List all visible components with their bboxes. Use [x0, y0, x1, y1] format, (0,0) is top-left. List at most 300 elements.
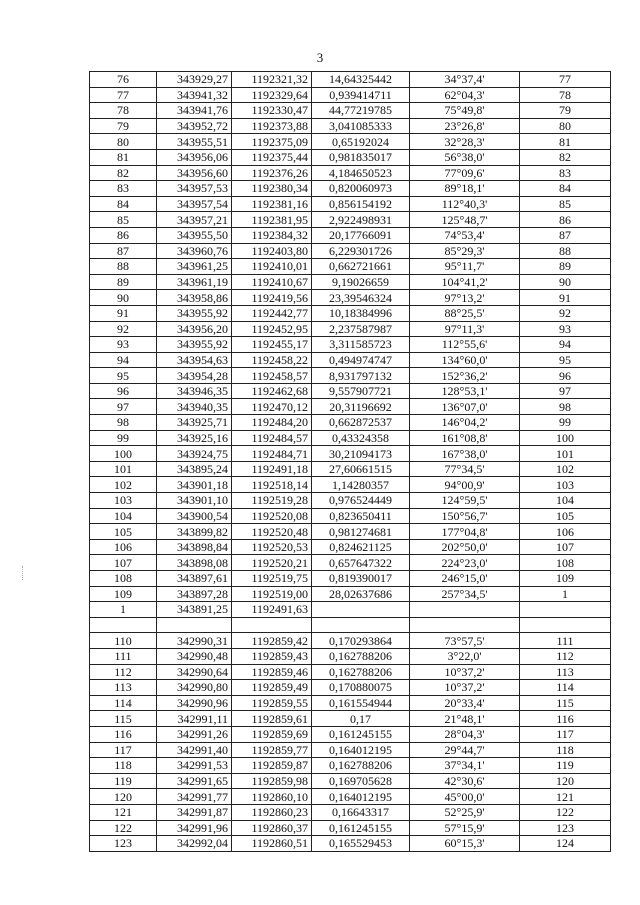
point-number-cell: 98 — [90, 415, 157, 431]
direction-angle-cell: 34°37,4' — [410, 72, 520, 88]
length-cell: 2,237587987 — [312, 321, 410, 337]
table-row — [90, 711, 611, 727]
length-cell: 0,16643317 — [312, 804, 410, 820]
y-coordinate-cell: 1192859,55 — [232, 695, 312, 711]
table-row — [90, 352, 611, 368]
length-cell — [312, 617, 410, 633]
x-coordinate-cell: 342991,65 — [157, 773, 232, 789]
direction-angle-cell: 89°18,1' — [410, 181, 520, 197]
length-cell: 0,161554944 — [312, 695, 410, 711]
length-cell — [312, 602, 410, 618]
point-number-cell: 88 — [90, 259, 157, 275]
next-point-cell: 90 — [520, 274, 611, 290]
table-row — [90, 274, 611, 290]
point-number-cell: 95 — [90, 368, 157, 384]
y-coordinate-cell: 1192859,49 — [232, 680, 312, 696]
next-point-cell: 104 — [520, 493, 611, 509]
next-point-cell: 92 — [520, 305, 611, 321]
point-number-cell: 90 — [90, 290, 157, 306]
direction-angle-cell: 136°07,0' — [410, 399, 520, 415]
next-point-cell: 91 — [520, 290, 611, 306]
point-number-cell: 80 — [90, 134, 157, 150]
point-number-cell: 93 — [90, 337, 157, 353]
x-coordinate-cell: 343955,92 — [157, 305, 232, 321]
x-coordinate-cell: 343956,20 — [157, 321, 232, 337]
point-number-cell: 87 — [90, 243, 157, 259]
next-point-cell: 116 — [520, 711, 611, 727]
x-coordinate-cell: 342991,11 — [157, 711, 232, 727]
table-row — [90, 227, 611, 243]
direction-angle-cell: 152°36,2' — [410, 368, 520, 384]
y-coordinate-cell: 1192519,28 — [232, 493, 312, 509]
length-cell: 30,21094173 — [312, 446, 410, 462]
point-number-cell: 122 — [90, 820, 157, 836]
table-row — [90, 321, 611, 337]
x-coordinate-cell: 343898,84 — [157, 539, 232, 555]
y-coordinate-cell: 1192520,21 — [232, 555, 312, 571]
table-row — [90, 804, 611, 820]
length-cell: 0,164012195 — [312, 742, 410, 758]
table-row — [90, 648, 611, 664]
y-coordinate-cell: 1192859,43 — [232, 648, 312, 664]
direction-angle-cell: 224°23,0' — [410, 555, 520, 571]
table-row — [90, 87, 611, 103]
direction-angle-cell: 21°48,1' — [410, 711, 520, 727]
y-coordinate-cell: 1192330,47 — [232, 103, 312, 119]
direction-angle-cell: 77°09,6' — [410, 165, 520, 181]
direction-angle-cell: 246°15,0' — [410, 571, 520, 587]
point-number-cell — [90, 617, 157, 633]
x-coordinate-cell: 343955,92 — [157, 337, 232, 353]
next-point-cell: 103 — [520, 477, 611, 493]
point-number-cell: 79 — [90, 118, 157, 134]
direction-angle-cell: 167°38,0' — [410, 446, 520, 462]
point-number-cell: 104 — [90, 508, 157, 524]
x-coordinate-cell: 342990,96 — [157, 695, 232, 711]
direction-angle-cell: 42°30,6' — [410, 773, 520, 789]
table-row — [90, 633, 611, 649]
x-coordinate-cell: 343957,21 — [157, 212, 232, 228]
next-point-cell: 123 — [520, 820, 611, 836]
length-cell: 28,02637686 — [312, 586, 410, 602]
y-coordinate-cell: 1192859,98 — [232, 773, 312, 789]
next-point-cell: 95 — [520, 352, 611, 368]
x-coordinate-cell: 342990,80 — [157, 680, 232, 696]
next-point-cell: 113 — [520, 664, 611, 680]
x-coordinate-cell: 343956,60 — [157, 165, 232, 181]
direction-angle-cell — [410, 617, 520, 633]
x-coordinate-cell: 342991,40 — [157, 742, 232, 758]
direction-angle-cell: 3°22,0' — [410, 648, 520, 664]
x-coordinate-cell: 342991,53 — [157, 758, 232, 774]
next-point-cell: 114 — [520, 680, 611, 696]
next-point-cell: 96 — [520, 368, 611, 384]
point-number-cell: 101 — [90, 461, 157, 477]
y-coordinate-cell: 1192373,88 — [232, 118, 312, 134]
next-point-cell: 1 — [520, 586, 611, 602]
y-coordinate-cell: 1192519,00 — [232, 586, 312, 602]
table-row — [90, 789, 611, 805]
length-cell: 0,162788206 — [312, 664, 410, 680]
y-coordinate-cell: 1192491,63 — [232, 602, 312, 618]
point-number-cell: 85 — [90, 212, 157, 228]
table-row — [90, 742, 611, 758]
length-cell: 0,170293864 — [312, 633, 410, 649]
length-cell: 0,17 — [312, 711, 410, 727]
length-cell: 0,823650411 — [312, 508, 410, 524]
x-coordinate-cell: 343952,72 — [157, 118, 232, 134]
table-row — [90, 820, 611, 836]
direction-angle-cell: 146°04,2' — [410, 415, 520, 431]
table-row — [90, 461, 611, 477]
x-coordinate-cell: 343958,86 — [157, 290, 232, 306]
y-coordinate-cell: 1192458,22 — [232, 352, 312, 368]
length-cell: 20,31196692 — [312, 399, 410, 415]
length-cell: 0,976524449 — [312, 493, 410, 509]
table-row — [90, 212, 611, 228]
direction-angle-cell: 20°33,4' — [410, 695, 520, 711]
x-coordinate-cell: 343898,08 — [157, 555, 232, 571]
point-number-cell: 78 — [90, 103, 157, 119]
point-number-cell: 97 — [90, 399, 157, 415]
x-coordinate-cell: 343925,71 — [157, 415, 232, 431]
x-coordinate-cell: 343901,18 — [157, 477, 232, 493]
direction-angle-cell: 104°41,2' — [410, 274, 520, 290]
x-coordinate-cell: 343897,61 — [157, 571, 232, 587]
point-number-cell: 92 — [90, 321, 157, 337]
length-cell: 0,824621125 — [312, 539, 410, 555]
point-number-cell: 121 — [90, 804, 157, 820]
point-number-cell: 116 — [90, 726, 157, 742]
length-cell: 0,161245155 — [312, 820, 410, 836]
table-row — [90, 508, 611, 524]
table-row — [90, 524, 611, 540]
next-point-cell: 78 — [520, 87, 611, 103]
length-cell: 0,43324358 — [312, 430, 410, 446]
y-coordinate-cell: 1192381,16 — [232, 196, 312, 212]
coordinates-table — [89, 71, 611, 852]
direction-angle-cell: 161°08,8' — [410, 430, 520, 446]
point-number-cell: 94 — [90, 352, 157, 368]
y-coordinate-cell: 1192384,32 — [232, 227, 312, 243]
point-number-cell: 76 — [90, 72, 157, 88]
x-coordinate-cell: 343961,25 — [157, 259, 232, 275]
length-cell: 0,169705628 — [312, 773, 410, 789]
x-coordinate-cell: 343956,06 — [157, 149, 232, 165]
next-point-cell: 107 — [520, 539, 611, 555]
next-point-cell: 87 — [520, 227, 611, 243]
point-number-cell: 112 — [90, 664, 157, 680]
margin-mark — [22, 566, 28, 580]
x-coordinate-cell: 343940,35 — [157, 399, 232, 415]
table-row — [90, 165, 611, 181]
direction-angle-cell: 57°15,9' — [410, 820, 520, 836]
x-coordinate-cell: 343955,50 — [157, 227, 232, 243]
table-row — [90, 149, 611, 165]
y-coordinate-cell: 1192470,12 — [232, 399, 312, 415]
length-cell: 0,662872537 — [312, 415, 410, 431]
point-number-cell: 107 — [90, 555, 157, 571]
table-row — [90, 586, 611, 602]
point-number-cell: 86 — [90, 227, 157, 243]
x-coordinate-cell: 343901,10 — [157, 493, 232, 509]
x-coordinate-cell: 343897,28 — [157, 586, 232, 602]
table-row — [90, 103, 611, 119]
table-row — [90, 196, 611, 212]
y-coordinate-cell: 1192860,10 — [232, 789, 312, 805]
point-number-cell: 102 — [90, 477, 157, 493]
direction-angle-cell — [410, 602, 520, 618]
point-number-cell: 89 — [90, 274, 157, 290]
length-cell: 23,39546324 — [312, 290, 410, 306]
y-coordinate-cell: 1192462,68 — [232, 383, 312, 399]
next-point-cell: 108 — [520, 555, 611, 571]
x-coordinate-cell: 343954,28 — [157, 368, 232, 384]
point-number-cell: 103 — [90, 493, 157, 509]
table-row — [90, 243, 611, 259]
point-number-cell: 77 — [90, 87, 157, 103]
y-coordinate-cell: 1192520,08 — [232, 508, 312, 524]
direction-angle-cell: 257°34,5' — [410, 586, 520, 602]
next-point-cell: 112 — [520, 648, 611, 664]
table-row — [90, 571, 611, 587]
point-number-cell: 111 — [90, 648, 157, 664]
x-coordinate-cell: 343899,82 — [157, 524, 232, 540]
point-number-cell: 123 — [90, 836, 157, 852]
y-coordinate-cell: 1192410,01 — [232, 259, 312, 275]
direction-angle-cell: 56°38,0' — [410, 149, 520, 165]
direction-angle-cell: 75°49,8' — [410, 103, 520, 119]
y-coordinate-cell: 1192518,14 — [232, 477, 312, 493]
x-coordinate-cell: 343957,54 — [157, 196, 232, 212]
x-coordinate-cell: 342991,26 — [157, 726, 232, 742]
point-number-cell: 91 — [90, 305, 157, 321]
x-coordinate-cell: 342990,31 — [157, 633, 232, 649]
direction-angle-cell: 60°15,3' — [410, 836, 520, 852]
x-coordinate-cell: 342990,48 — [157, 648, 232, 664]
y-coordinate-cell: 1192380,34 — [232, 181, 312, 197]
next-point-cell: 80 — [520, 118, 611, 134]
next-point-cell: 109 — [520, 571, 611, 587]
length-cell: 2,922498931 — [312, 212, 410, 228]
table-row — [90, 368, 611, 384]
direction-angle-cell: 177°04,8' — [410, 524, 520, 540]
length-cell: 0,170880075 — [312, 680, 410, 696]
table-row — [90, 758, 611, 774]
point-number-cell: 114 — [90, 695, 157, 711]
x-coordinate-cell: 343946,35 — [157, 383, 232, 399]
direction-angle-cell: 45°00,0' — [410, 789, 520, 805]
length-cell: 0,494974747 — [312, 352, 410, 368]
table-row — [90, 134, 611, 150]
y-coordinate-cell: 1192403,80 — [232, 243, 312, 259]
table-row — [90, 181, 611, 197]
direction-angle-cell: 74°53,4' — [410, 227, 520, 243]
y-coordinate-cell: 1192491,18 — [232, 461, 312, 477]
next-point-cell: 106 — [520, 524, 611, 540]
table-row — [90, 259, 611, 275]
x-coordinate-cell: 343929,27 — [157, 72, 232, 88]
x-coordinate-cell: 343941,76 — [157, 103, 232, 119]
x-coordinate-cell: 343891,25 — [157, 602, 232, 618]
y-coordinate-cell: 1192859,42 — [232, 633, 312, 649]
direction-angle-cell: 52°25,9' — [410, 804, 520, 820]
y-coordinate-cell: 1192329,64 — [232, 87, 312, 103]
direction-angle-cell: 62°04,3' — [410, 87, 520, 103]
direction-angle-cell: 97°11,3' — [410, 321, 520, 337]
next-point-cell: 124 — [520, 836, 611, 852]
length-cell: 6,229301726 — [312, 243, 410, 259]
x-coordinate-cell: 342990,64 — [157, 664, 232, 680]
next-point-cell: 86 — [520, 212, 611, 228]
next-point-cell: 84 — [520, 181, 611, 197]
next-point-cell: 93 — [520, 321, 611, 337]
length-cell: 0,161245155 — [312, 726, 410, 742]
next-point-cell: 99 — [520, 415, 611, 431]
table-row — [90, 446, 611, 462]
y-coordinate-cell: 1192520,48 — [232, 524, 312, 540]
y-coordinate-cell: 1192376,26 — [232, 165, 312, 181]
next-point-cell: 115 — [520, 695, 611, 711]
point-number-cell: 115 — [90, 711, 157, 727]
table-row — [90, 399, 611, 415]
point-number-cell: 84 — [90, 196, 157, 212]
length-cell: 9,557907721 — [312, 383, 410, 399]
next-point-cell: 85 — [520, 196, 611, 212]
direction-angle-cell: 10°37,2' — [410, 664, 520, 680]
point-number-cell: 81 — [90, 149, 157, 165]
length-cell: 0,162788206 — [312, 758, 410, 774]
length-cell: 0,819390017 — [312, 571, 410, 587]
x-coordinate-cell: 342991,77 — [157, 789, 232, 805]
next-point-cell: 101 — [520, 446, 611, 462]
length-cell: 0,662721661 — [312, 259, 410, 275]
y-coordinate-cell: 1192321,32 — [232, 72, 312, 88]
next-point-cell: 77 — [520, 72, 611, 88]
direction-angle-cell: 97°13,2' — [410, 290, 520, 306]
direction-angle-cell: 112°55,6' — [410, 337, 520, 353]
next-point-cell: 105 — [520, 508, 611, 524]
direction-angle-cell: 128°53,1' — [410, 383, 520, 399]
table-row — [90, 555, 611, 571]
x-coordinate-cell: 343955,51 — [157, 134, 232, 150]
x-coordinate-cell: 343961,19 — [157, 274, 232, 290]
y-coordinate-cell: 1192375,44 — [232, 149, 312, 165]
point-number-cell: 120 — [90, 789, 157, 805]
table-row — [90, 695, 611, 711]
next-point-cell: 102 — [520, 461, 611, 477]
y-coordinate-cell: 1192410,67 — [232, 274, 312, 290]
next-point-cell: 111 — [520, 633, 611, 649]
next-point-cell: 83 — [520, 165, 611, 181]
length-cell: 0,939414711 — [312, 87, 410, 103]
direction-angle-cell: 32°28,3' — [410, 134, 520, 150]
direction-angle-cell: 112°40,3' — [410, 196, 520, 212]
point-number-cell: 113 — [90, 680, 157, 696]
y-coordinate-cell: 1192419,56 — [232, 290, 312, 306]
length-cell: 0,65192024 — [312, 134, 410, 150]
next-point-cell: 88 — [520, 243, 611, 259]
next-point-cell: 100 — [520, 430, 611, 446]
direction-angle-cell: 28°04,3' — [410, 726, 520, 742]
next-point-cell: 81 — [520, 134, 611, 150]
table-row — [90, 477, 611, 493]
y-coordinate-cell: 1192860,23 — [232, 804, 312, 820]
y-coordinate-cell: 1192859,77 — [232, 742, 312, 758]
y-coordinate-cell — [232, 617, 312, 633]
direction-angle-cell: 202°50,0' — [410, 539, 520, 555]
table-row — [90, 383, 611, 399]
y-coordinate-cell: 1192519,75 — [232, 571, 312, 587]
direction-angle-cell: 23°26,8' — [410, 118, 520, 134]
table-row — [90, 118, 611, 134]
point-number-cell: 119 — [90, 773, 157, 789]
table-row — [90, 337, 611, 353]
table-row — [90, 539, 611, 555]
y-coordinate-cell: 1192859,87 — [232, 758, 312, 774]
y-coordinate-cell: 1192442,77 — [232, 305, 312, 321]
length-cell: 10,18384996 — [312, 305, 410, 321]
y-coordinate-cell: 1192484,20 — [232, 415, 312, 431]
direction-angle-cell: 37°34,1' — [410, 758, 520, 774]
y-coordinate-cell: 1192458,57 — [232, 368, 312, 384]
y-coordinate-cell: 1192375,09 — [232, 134, 312, 150]
next-point-cell: 94 — [520, 337, 611, 353]
direction-angle-cell: 134°60,0' — [410, 352, 520, 368]
table-row — [90, 680, 611, 696]
next-point-cell: 82 — [520, 149, 611, 165]
table-body — [90, 72, 611, 852]
x-coordinate-cell: 343960,76 — [157, 243, 232, 259]
next-point-cell: 79 — [520, 103, 611, 119]
length-cell: 14,64325442 — [312, 72, 410, 88]
table-row — [90, 430, 611, 446]
x-coordinate-cell: 342992,04 — [157, 836, 232, 852]
x-coordinate-cell: 343925,16 — [157, 430, 232, 446]
table-row — [90, 617, 611, 633]
length-cell: 27,60661515 — [312, 461, 410, 477]
next-point-cell: 118 — [520, 742, 611, 758]
y-coordinate-cell: 1192859,69 — [232, 726, 312, 742]
x-coordinate-cell: 343941,32 — [157, 87, 232, 103]
direction-angle-cell: 77°34,5' — [410, 461, 520, 477]
next-point-cell: 120 — [520, 773, 611, 789]
next-point-cell: 121 — [520, 789, 611, 805]
x-coordinate-cell: 343957,53 — [157, 181, 232, 197]
x-coordinate-cell: 342991,87 — [157, 804, 232, 820]
direction-angle-cell: 95°11,7' — [410, 259, 520, 275]
y-coordinate-cell: 1192484,71 — [232, 446, 312, 462]
direction-angle-cell: 29°44,7' — [410, 742, 520, 758]
point-number-cell: 96 — [90, 383, 157, 399]
length-cell: 9,19026659 — [312, 274, 410, 290]
y-coordinate-cell: 1192860,37 — [232, 820, 312, 836]
length-cell: 0,820060973 — [312, 181, 410, 197]
point-number-cell: 83 — [90, 181, 157, 197]
point-number-cell: 100 — [90, 446, 157, 462]
table-row — [90, 493, 611, 509]
direction-angle-cell: 124°59,5' — [410, 493, 520, 509]
point-number-cell: 108 — [90, 571, 157, 587]
length-cell: 44,77219785 — [312, 103, 410, 119]
y-coordinate-cell: 1192859,61 — [232, 711, 312, 727]
x-coordinate-cell: 343954,63 — [157, 352, 232, 368]
table-row — [90, 664, 611, 680]
direction-angle-cell: 94°00,9' — [410, 477, 520, 493]
length-cell: 4,184650523 — [312, 165, 410, 181]
table-row — [90, 305, 611, 321]
length-cell: 0,165529453 — [312, 836, 410, 852]
